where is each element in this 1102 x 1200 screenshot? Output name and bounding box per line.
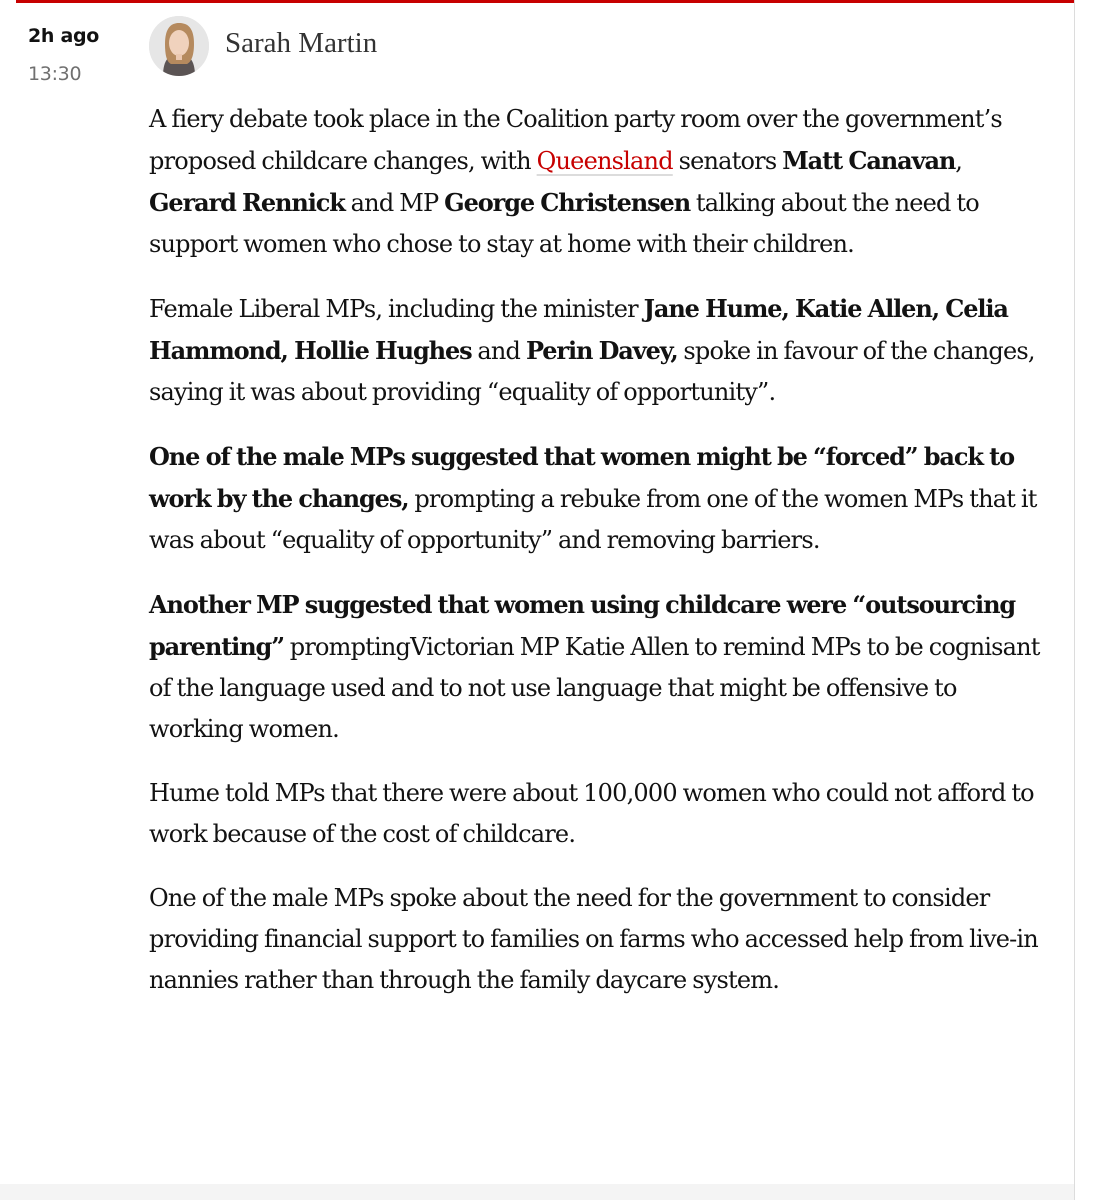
paragraph-2: Female Liberal MPs, including the minister Jane Hume, Katie Allen, Celia Hammond, Hollie Hughes and Perin Davey, spoke in favour of the changes, saying it was about providing “equality of opportunity”. [149, 294, 1035, 406]
entry-meta [28, 22, 128, 88]
entry-timestamp: 13:30 [28, 63, 82, 85]
accent-top-rule [16, 0, 1074, 3]
column-border [1074, 0, 1075, 1200]
queensland-link[interactable]: Queensland [536, 147, 673, 175]
paragraph-4: Another MP suggested that women using childcare were “outsourcing parenting” promptingVictorian MP Katie Allen to remind MPs to be cognisant of the language used and to not use language that might be offensive to working women. [149, 590, 1040, 743]
paragraph-3: One of the male MPs suggested that women might be “forced” back to work by the changes, prompting a rebuke from one of the women MPs that it was about “equality of opportunity” and removing barriers. [149, 442, 1037, 554]
paragraph-1: A fiery debate took place in the Coalition party room over the government’s proposed childcare changes, with Queensland senators Matt Canavan, Gerard Rennick and MP George Christensen talking about the need to support women who chose to stay at home with their children. [149, 105, 1002, 258]
bottom-divider [0, 1184, 1074, 1200]
time-ago-link[interactable]: 2h ago [28, 25, 100, 47]
paragraph-6: One of the male MPs spoke about the need for the government to consider providing financial support to families on farms who accessed help from live-in nannies rather than through the family daycare system. [149, 884, 1038, 994]
author-name[interactable]: Sarah Martin [225, 27, 378, 59]
paragraph-5: Hume told MPs that there were about 100,000 women who could not afford to work because of the cost of childcare. [149, 779, 1034, 848]
author-avatar-icon[interactable] [149, 16, 209, 76]
article-body [149, 99, 1049, 1024]
author-byline [149, 16, 377, 76]
